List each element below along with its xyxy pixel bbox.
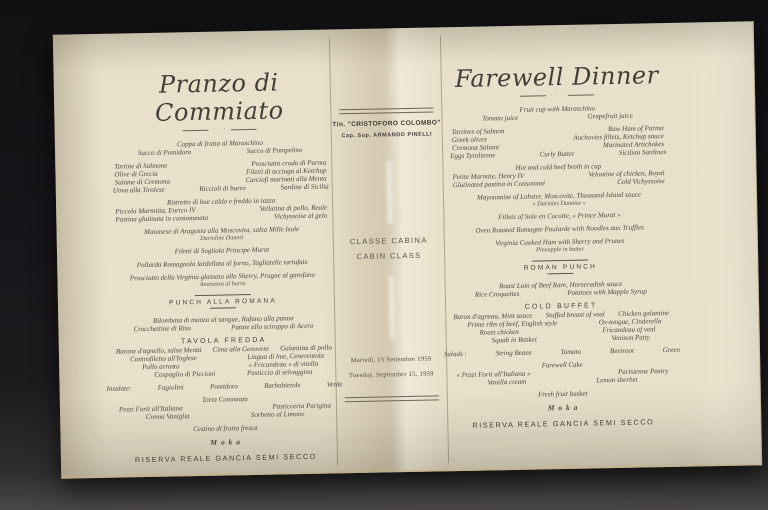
- menu-item: Pineapple in butter: [536, 245, 584, 254]
- menu-item: Fruit cup with Maraschino: [519, 104, 596, 114]
- menu-item: Darioline Danesi: [200, 234, 244, 242]
- menu-item: Fresh fruit basket: [537, 389, 588, 399]
- menu-item: « Fricandeau » di vitello: [248, 359, 319, 370]
- ship-name: T/n. "CRISTOFORO COLOMBO": [332, 119, 441, 129]
- menu-course-group: [451, 300, 672, 345]
- menu-item: Barbabietole: [263, 381, 301, 390]
- menu-row: [116, 435, 336, 448]
- menu-row: [453, 415, 673, 430]
- menu-item: Verde: [326, 380, 343, 389]
- menu-course-group: [112, 270, 332, 289]
- menu-course-group: [450, 223, 670, 235]
- class-label-italian: CLASSE CABINA: [349, 235, 428, 247]
- menu-course-group: [115, 422, 335, 434]
- menu-item: Bilombata di manzo al sangue, Rafano alla panna: [152, 314, 294, 325]
- menu-item: Pollarda Romagnola lardellata al forno, Tagliatelle tartufate: [136, 257, 308, 270]
- menu-item: Patate allo sciroppo di Acero: [231, 321, 314, 332]
- menu-row: [112, 244, 332, 256]
- menu-item: Filetti di acciuga al Ketchup: [245, 166, 327, 177]
- menu-item: Cestino di frutta fresca: [193, 423, 258, 434]
- menu-item: Prosciutto crudo di Parma: [251, 158, 327, 168]
- menu-item: Parisienne Pastry: [617, 367, 669, 376]
- menu-item: Cima alla Genovese: [212, 344, 270, 354]
- menu-item: Venison Patty: [611, 333, 650, 343]
- menu-item: Controfiletto all'Inglese: [129, 354, 197, 364]
- class-label-english: CABIN CLASS: [356, 250, 422, 261]
- menu-item: Pezzi Forti all'Italiana: [118, 404, 183, 414]
- menu-item: PUNCH ALLA ROMANA: [168, 297, 277, 307]
- menu-item: Pastina glutinata in consommato: [115, 213, 209, 224]
- menu-item: RISERVA REALE GANCIA SEMI SECCO: [134, 451, 317, 465]
- menu-row: [107, 380, 343, 393]
- menu-item: Fillets of Sole en Cocotte, « Prince Murat »: [497, 210, 621, 222]
- menu-course-group: [452, 359, 672, 387]
- menu-page-english: [443, 61, 680, 435]
- menu-item: Succo di Pompelmo: [246, 146, 303, 156]
- menu-course-group: [114, 334, 335, 379]
- menu-item: Crema Vaniglia: [145, 412, 190, 422]
- menu-course-group: [450, 256, 670, 278]
- menu-course-group: [453, 401, 673, 414]
- menu-row: [115, 422, 335, 434]
- captain-name: Cap. Sup. ARMANDO PINELLI: [341, 131, 433, 140]
- menu-item: Crocchettine di Riso: [133, 324, 191, 334]
- menu-item: Squab in Basket: [491, 335, 537, 345]
- menu-item: M o k a: [547, 402, 579, 413]
- fold-crease-highlight: [384, 161, 394, 223]
- menu-item: Eggs Tyrolienne: [450, 151, 496, 161]
- menu-item: M o k a: [210, 437, 242, 447]
- menu-item: Green: [662, 345, 680, 355]
- menu-item: Sorbetto al Limone: [250, 410, 305, 420]
- menu-row: [444, 346, 680, 359]
- menu-item: Salads :: [443, 349, 467, 359]
- menu-item: Uova alla Tirolese: [112, 185, 165, 195]
- menu-row: [116, 449, 336, 464]
- menu-item: Roast Loin of Beef Rare, Horseradish sauce: [499, 279, 623, 291]
- menu-item: Petite Marmite, Henry IV: [452, 171, 525, 182]
- menu-course-group: [451, 279, 671, 299]
- menu-item: Mayonnaise of Lobster, Moscovite, Thousand Island sauce: [476, 190, 642, 202]
- menu-item: Ox-tongue, Cinderella: [598, 317, 662, 327]
- menu-item: Torta Commiato: [201, 395, 248, 404]
- menu-item: Chicken galantine: [618, 308, 670, 318]
- menu-item: TAVOLA FREDDA: [180, 336, 267, 346]
- menu-row: [450, 256, 670, 278]
- ornament-dots: · · ·: [213, 126, 227, 133]
- menu-item: COLD BUFFET: [524, 302, 598, 311]
- menu-course-group: [112, 244, 332, 256]
- menu-item: Veloutine of chicken, Royal: [588, 169, 665, 179]
- menu-course-group: [453, 388, 673, 400]
- menu-item: Curly Butter: [539, 149, 575, 159]
- menu-item: Ananasso al burro: [199, 280, 246, 288]
- menu-item: Lemon sherbet: [596, 375, 638, 385]
- menu-item: Oven Roasted Romagne Poularde with Noodles aux Truffles: [475, 223, 644, 235]
- menu-course-group: [449, 190, 669, 209]
- menu-item: Olive di Grecia: [114, 169, 158, 179]
- menu-item: RISERVA REALE GANCIA SEMI SECCO: [472, 417, 655, 430]
- menu-item: Insalate:: [106, 384, 132, 393]
- menu-course-group: [112, 224, 332, 243]
- menu-item: Farewell Cake: [541, 360, 583, 370]
- ornament-line: [569, 94, 595, 95]
- menu-item: Riccioli di burro: [199, 184, 246, 193]
- menu-course-group: [113, 313, 333, 333]
- punch-rule: [210, 307, 236, 308]
- menu-course-group: [113, 290, 333, 312]
- menu-item: Barone d'agnello, salsa Menta: [115, 345, 202, 356]
- menu-item: Beetroot: [609, 346, 634, 356]
- menu-item: Fagiolini: [157, 383, 184, 392]
- menu-item: Pomidoro: [209, 382, 238, 391]
- menu-item: Greek olives: [451, 135, 487, 145]
- menu-item: Cold Vichyssoise: [617, 177, 665, 186]
- fold-crease-highlight: [387, 276, 397, 338]
- page-title-italian: Pranzo di Commiato: [154, 68, 284, 127]
- ornament-line: [231, 129, 257, 130]
- menu-item: Pasticceria Parigina: [272, 401, 332, 411]
- menu-sheet: [53, 21, 762, 478]
- menu-course-group: [111, 195, 331, 223]
- menu-course-group: [116, 435, 336, 448]
- menu-item: Lingua di bue, Cenerentola: [247, 351, 325, 362]
- menu-item: Tomato: [560, 347, 582, 357]
- menu-item: Filetti di Sogliola Principe Murat: [174, 245, 270, 256]
- menu-item: ROMAN PUNCH: [523, 262, 598, 272]
- menu-course-group: [453, 415, 673, 430]
- ornament-dots: · · ·: [550, 91, 564, 99]
- menu-item: Prime ribs of beef, English style: [467, 319, 558, 329]
- menu-item: Grapefruit juice: [587, 111, 633, 121]
- menu-item: Coppa di frutta al Maraschino: [176, 138, 263, 149]
- menu-row: [112, 257, 332, 269]
- menu-item: Succo di Pomidoro: [137, 148, 192, 158]
- menu-item: « Pezzi Forti all'Italiana »: [456, 369, 531, 380]
- menu-row: [450, 223, 670, 235]
- menu-course-group: [450, 236, 670, 255]
- menu-item: Pasticcio di selvaggina: [246, 367, 313, 378]
- menu-item: Tomato juice: [482, 113, 519, 123]
- menu-item: Anchovies fillets, Ketchup sauce: [573, 132, 664, 142]
- punch-rule: [547, 273, 573, 274]
- divider-rule: [339, 107, 433, 114]
- menu-row: [113, 290, 333, 312]
- menu-body-english: [443, 103, 680, 430]
- menu-item: Piccola Marmitta, Enrico IV: [115, 206, 196, 216]
- menu-item: Carciofi marinati alla Menta: [245, 174, 327, 185]
- menu-course-group: [448, 124, 669, 160]
- punch-rule: [195, 294, 251, 296]
- menu-course-group: [449, 210, 669, 222]
- menu-item: Maionese di Aragosta alla Moscovita, salsa Mille Isole: [144, 225, 300, 237]
- menu-item: « Darioles Danoise »: [532, 199, 586, 208]
- date-english: Tuesday, September 15, 1959: [348, 370, 434, 380]
- menu-item: Fricandeau of veal: [602, 325, 656, 335]
- menu-item: Vanilla cream: [487, 377, 527, 387]
- menu-item: Vellutina di pollo, Reale: [259, 203, 328, 213]
- menu-course-group: [448, 161, 668, 189]
- menu-body-italian: [106, 137, 343, 465]
- menu-item: Galantina di pollo: [280, 343, 332, 353]
- menu-item: Virginia Cooked Ham with Sherry and Prunes: [495, 236, 625, 248]
- ornament-line: [182, 130, 208, 131]
- menu-row: [453, 388, 673, 400]
- menu-item: Hot and cold beef broth in cup: [515, 162, 602, 172]
- menu-course-group: [110, 158, 331, 194]
- menu-item: Prosciutto della Virginia glassato allo Sherry, Prugne al garofano: [129, 270, 316, 283]
- ornament-line: [520, 95, 546, 96]
- menu-item: Tartine di Salmone: [114, 161, 168, 171]
- menu-course-group: [447, 103, 667, 123]
- menu-item: Tartines of Salmon: [451, 127, 505, 137]
- menu-page-italian: [106, 67, 343, 469]
- menu-course-group: [443, 345, 680, 359]
- menu-item: Raw Ham of Parma: [607, 124, 664, 134]
- menu-item: Roast chicken: [479, 327, 519, 337]
- menu-row: [453, 401, 673, 414]
- center-panel: [326, 35, 449, 465]
- menu-item: Cremona Salami: [451, 143, 500, 153]
- menu-row: [449, 210, 669, 222]
- menu-item: Stuffed breast of veal: [545, 310, 605, 320]
- menu-item: Glutinated pastina in Consommé: [452, 179, 546, 190]
- menu-item: Vichyssoise al gelo: [274, 211, 328, 221]
- menu-item: Cospaglio di Piccioni: [154, 369, 216, 379]
- menu-item: Salame di Cremona: [114, 177, 171, 187]
- menu-course-group: [112, 257, 332, 269]
- date-italian: Martedì, 15 Settembre 1959: [350, 355, 432, 365]
- divider-rule: [345, 395, 439, 402]
- menu-item: Pollo arrosto: [142, 362, 180, 372]
- menu-item: Potatoes with Mapple Syrup: [567, 287, 647, 297]
- menu-course-group: [106, 380, 343, 393]
- menu-item: Marinated Artichokes: [602, 140, 665, 150]
- menu-course-group: [110, 137, 330, 157]
- menu-item: Ristretto di bue caldo e freddo in tazza: [166, 196, 276, 207]
- menu-item: Sicilian Sardines: [618, 148, 667, 157]
- page-title-english: Farewell Dinner: [454, 61, 659, 94]
- menu-course-group: [116, 449, 336, 464]
- punch-rule: [532, 260, 588, 262]
- menu-item: String Beans: [495, 348, 532, 358]
- menu-item: Rice Croquettes: [474, 289, 520, 299]
- menu-item: Baron d'agneau, Mint sauce: [453, 311, 533, 322]
- menu-item: Sardine di Sicilia: [280, 182, 329, 192]
- menu-course-group: [115, 393, 335, 421]
